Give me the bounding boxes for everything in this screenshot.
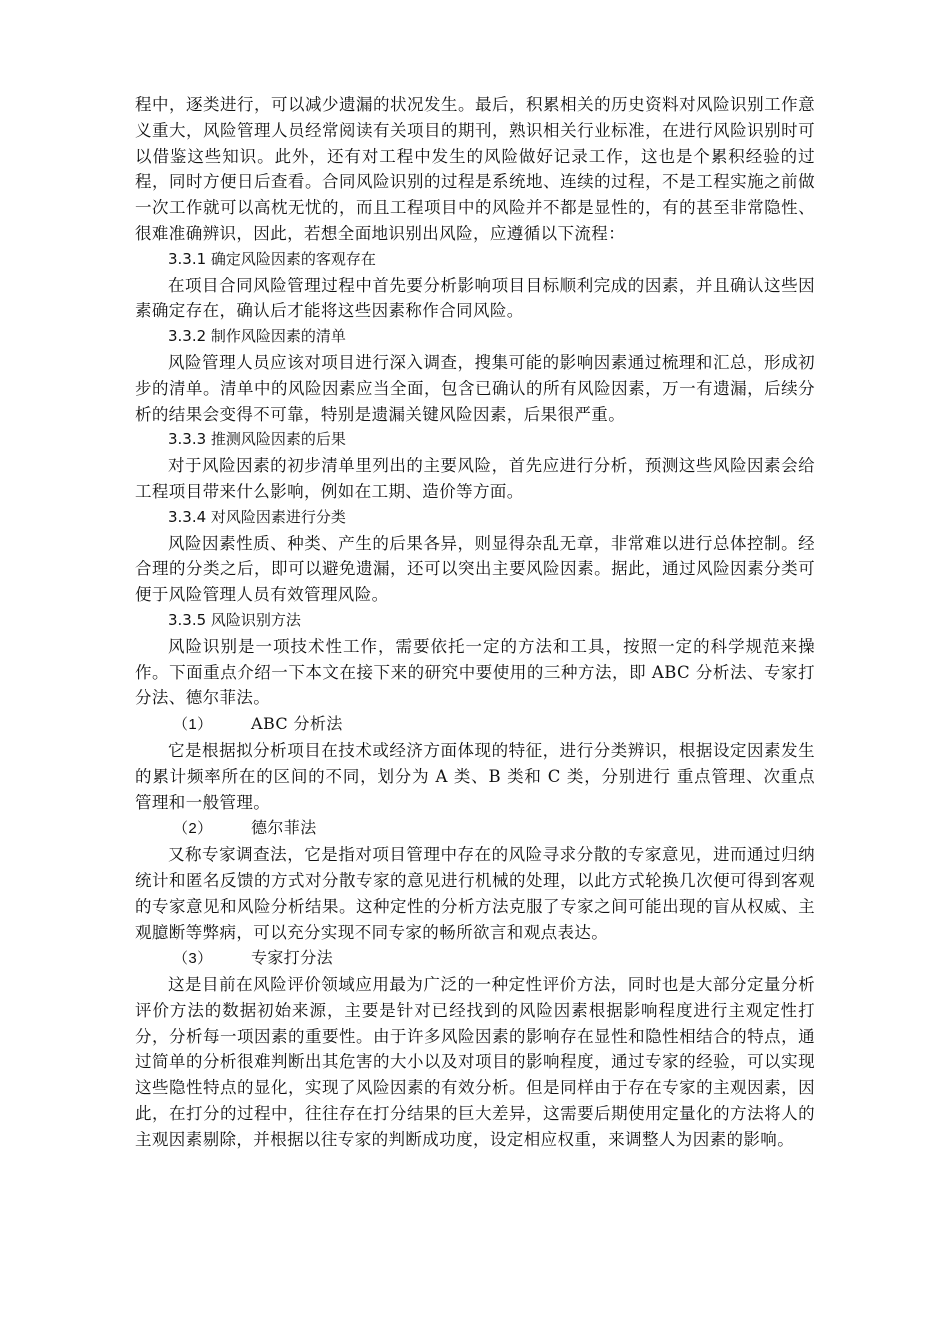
section-heading-3-3-4: 3.3.4 对风险因素进行分类 xyxy=(168,507,346,526)
section-heading-3-3-2: 3.3.2 制作风险因素的清单 xyxy=(168,327,346,346)
list-item-marker: （3） xyxy=(173,950,213,968)
paragraph-delphi: 又称专家调查法，它是指对项目管理中存在的风险寻求分散的专家意见，进而通过归纳统计和匿名反馈的方式对分散专家的意见进行机械的处理，以此方式轮换几次便可得到客观的专家意见和风险分析结果。这种定性的分析方法克服了专家之间可能出现的盲从权威、主观臆断等弊病，可以充分实现不同专家的畅所欲言和观点表达。 xyxy=(135,845,815,942)
list-item-abc xyxy=(135,711,815,738)
paragraph-abc: 它是根据拟分析项目在技术或经济方面体现的特征，进行分类辨识，根据设定因素发生的累计频率所在的区间的不同，划分为 A 类、B 类和 C 类，分别进行 重点管理、次重点管理和一般管理。 xyxy=(135,740,815,812)
section-paragraph-3-3-1: 在项目合同风险管理过程中首先要分析影响项目目标顺利完成的因素，并且确认这些因素确定存在，确认后才能将这些因素称作合同风险。 xyxy=(135,275,815,321)
section-heading-3-3-3: 3.3.3 推测风险因素的后果 xyxy=(168,430,346,449)
section-paragraph-3-3-2: 风险管理人员应该对项目进行深入调查，搜集可能的影响因素通过梳理和汇总，形成初步的清单。清单中的风险因素应当全面，包含已确认的所有风险因素，万一有遗漏，后续分析的结果会变得不可靠，特别是遗漏关键风险因素，后果很严重。 xyxy=(135,352,815,424)
list-item-label: 专家打分法 xyxy=(251,948,334,968)
list-item-delphi xyxy=(135,815,815,842)
section-paragraph-3-3-4: 风险因素性质、种类、产生的后果各异，则显得杂乱无章，非常难以进行总体控制。经合理的分类之后，即可以避免遗漏，还可以突出主要风险因素。据此，通过风险因素分类可便于风险管理人员有效管理风险。 xyxy=(135,533,815,605)
section-heading-3-3-5: 3.3.5 风险识别方法 xyxy=(168,610,301,629)
document-body xyxy=(135,92,815,1153)
paragraph-expert-scoring: 这是目前在风险评价领域应用最为广泛的一种定性评价方法，同时也是大部分定量分析评价方法的数据初始来源，主要是针对已经找到的风险因素根据影响程度进行主观定性打分，分析每一项因素的重要性。由于许多风险因素的影响存在显性和隐性相结合的特点，通过简单的分析很难判断出其危害的大小以及对项目的影响程度，通过专家的经验，可以实现这些隐性特点的显化，实现了风险因素的有效分析。但是同样由于存在专家的主观因素，因此，在打分的过程中，往往存在打分结果的巨大差异，这需要后期使用定量化的方法将人的主观因素剔除，并根据以往专家的判断成功度，设定相应权重，来调整人为因素的影响。 xyxy=(135,975,815,1149)
list-item-label: ABC 分析法 xyxy=(251,714,343,734)
section-paragraph-3-3-3: 对于风险因素的初步清单里列出的主要风险，首先应进行分析，预测这些风险因素会给工程项目带来什么影响，例如在工期、造价等方面。 xyxy=(135,456,815,501)
list-item-marker: （2） xyxy=(173,820,213,838)
list-item-label: 德尔菲法 xyxy=(251,818,317,838)
section-heading-3-3-1: 3.3.1 确定风险因素的客观存在 xyxy=(168,249,376,268)
list-item-marker: （1） xyxy=(173,716,213,734)
section-paragraph-3-3-5: 风险识别是一项技术性工作，需要依托一定的方法和工具，按照一定的科学规范来操作。下面重点介绍一下本文在接下来的研究中要使用的三种方法，即 ABC 分析法、专家打分法、德尔菲法。 xyxy=(135,636,815,708)
intro-paragraph: 程中，逐类进行，可以减少遗漏的状况发生。最后，积累相关的历史资料对风险识别工作意义重大，风险管理人员经常阅读有关项目的期刊，熟识相关行业标准，在进行风险识别时可以借鉴这些知识。此外，还有对工程中发生的风险做好记录工作，这也是个累积经验的过程，同时方便日后查看。合同风险识别的过程是系统地、连续的过程，不是工程实施之前做一次工作就可以高枕无忧的，而且工程项目中的风险并不都是显性的，有的甚至非常隐性、很难准确辨识，因此，若想全面地识别出风险，应遵循以下流程： xyxy=(135,95,815,243)
list-item-expert-scoring xyxy=(135,945,815,972)
